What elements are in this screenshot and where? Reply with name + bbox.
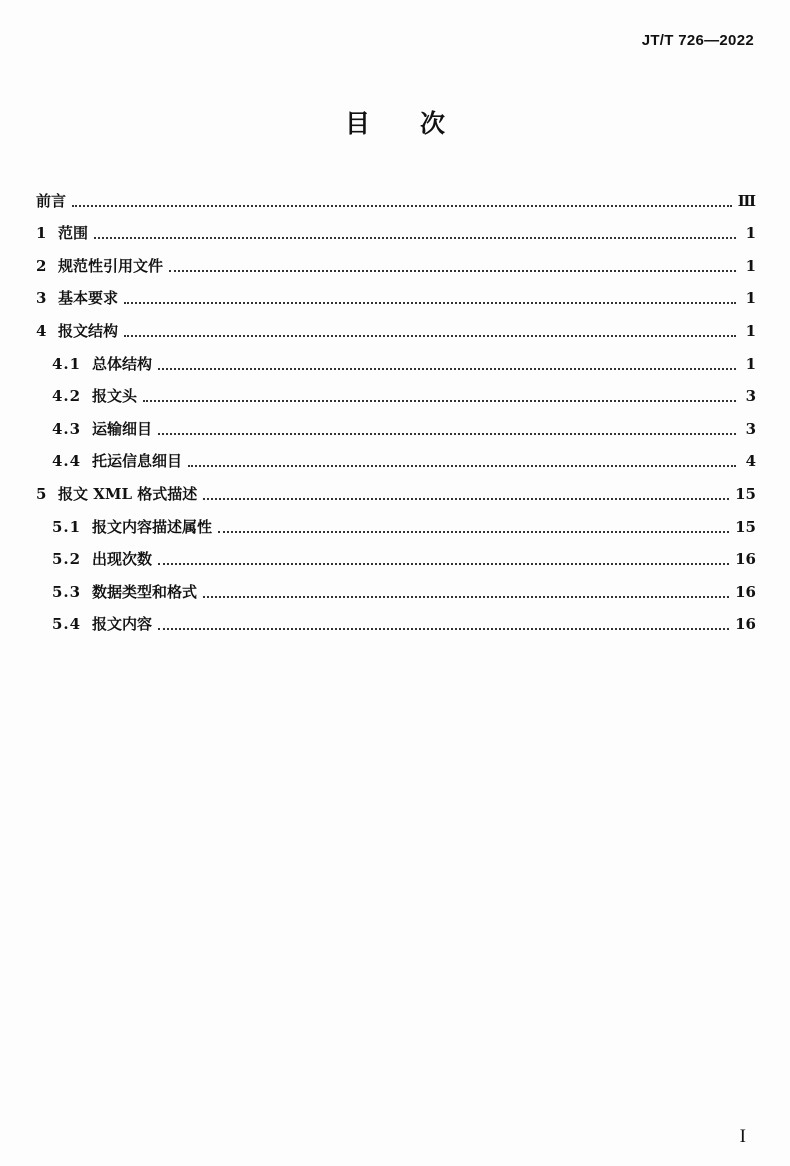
toc-leader-dots [124, 301, 736, 304]
toc-entry[interactable] [36, 602, 756, 635]
toc-entry-title: 托运信息细目 [92, 452, 183, 471]
toc-entry-title: 运输细目 [92, 419, 153, 438]
toc-entry-page: 15 [735, 517, 756, 536]
toc-leader-dots [203, 497, 729, 500]
toc-entry-title: 报文内容描述属性 [92, 517, 213, 536]
toc-title: 目 次 [344, 109, 445, 138]
toc-leader-dots [188, 464, 736, 467]
toc-entry-number: 5 [36, 484, 47, 503]
toc-entry[interactable] [36, 341, 756, 374]
toc-entry-number: 3 [36, 289, 47, 308]
toc-entry[interactable] [36, 439, 756, 472]
toc-leader-dots [94, 236, 736, 239]
toc-leader-dots [203, 595, 729, 598]
toc-entry-title: 报文内容 [92, 615, 153, 634]
toc-entry-title: 总体结构 [92, 354, 153, 373]
toc-entry-page: 3 [745, 419, 756, 438]
page-number: I [739, 1126, 746, 1147]
toc-entry-page: Ⅲ [737, 191, 756, 210]
toc-entry-page: 1 [745, 256, 756, 275]
toc-leader-dots [218, 530, 729, 533]
toc-entry[interactable] [36, 276, 756, 309]
toc-entry-number: 4.1 [52, 354, 82, 373]
toc-entry-title: 报文 XML 格式描述 [58, 484, 198, 503]
toc-entry-number: 5.3 [52, 582, 82, 601]
toc-entry[interactable] [36, 406, 756, 439]
toc-entry-title: 报文头 [92, 387, 138, 406]
toc-entry-page: 1 [745, 321, 756, 340]
toc-entry-page: 1 [745, 354, 756, 373]
standard-code: JT/T 726—2022 [641, 32, 754, 49]
toc-entry[interactable] [36, 569, 756, 602]
toc-entry[interactable] [36, 471, 756, 504]
toc-entry[interactable] [36, 537, 756, 570]
toc-entry-number: 4.4 [52, 452, 82, 471]
toc-entry-number: 4 [36, 321, 47, 340]
toc-entry-page: 16 [735, 550, 756, 569]
toc-entry[interactable] [36, 211, 756, 244]
toc-leader-dots [143, 399, 736, 402]
toc-leader-dots [158, 627, 729, 630]
toc-entry-title: 报文结构 [58, 321, 119, 340]
toc-entry-page: 16 [735, 582, 756, 601]
toc-leader-dots [169, 269, 736, 272]
toc-leader-dots [158, 562, 729, 565]
toc-entry[interactable] [36, 243, 756, 276]
toc-entry-number: 5.4 [52, 615, 82, 634]
toc-entry-page: 15 [735, 484, 756, 503]
toc-leader-dots [158, 367, 736, 370]
toc-entry-number: 5.1 [52, 517, 82, 536]
toc-entry-number: 2 [36, 256, 47, 275]
toc-entry-number: 5.2 [52, 550, 82, 569]
toc-entry[interactable] [36, 308, 756, 341]
toc-entry-number: 4.3 [52, 419, 82, 438]
toc-entry-title: 范围 [58, 224, 89, 243]
toc-leader-dots [158, 432, 736, 435]
toc-leader-dots [124, 334, 736, 337]
toc-entry-page: 3 [745, 387, 756, 406]
toc-entry-number: 1 [36, 224, 47, 243]
toc-leader-dots [72, 204, 732, 207]
toc-entry-title: 数据类型和格式 [92, 582, 198, 601]
toc-list [36, 178, 756, 634]
toc-entry-page: 1 [745, 224, 756, 243]
toc-entry-page: 16 [735, 615, 756, 634]
toc-entry-number: 4.2 [52, 387, 82, 406]
toc-entry-page: 1 [745, 289, 756, 308]
toc-entry-title: 前言 [36, 191, 67, 210]
toc-entry[interactable] [36, 374, 756, 407]
toc-entry[interactable] [36, 178, 756, 211]
toc-entry[interactable] [36, 504, 756, 537]
toc-entry-title: 基本要求 [58, 289, 119, 308]
toc-entry-title: 规范性引用文件 [58, 256, 164, 275]
toc-entry-page: 4 [745, 452, 756, 471]
toc-entry-title: 出现次数 [92, 550, 153, 569]
